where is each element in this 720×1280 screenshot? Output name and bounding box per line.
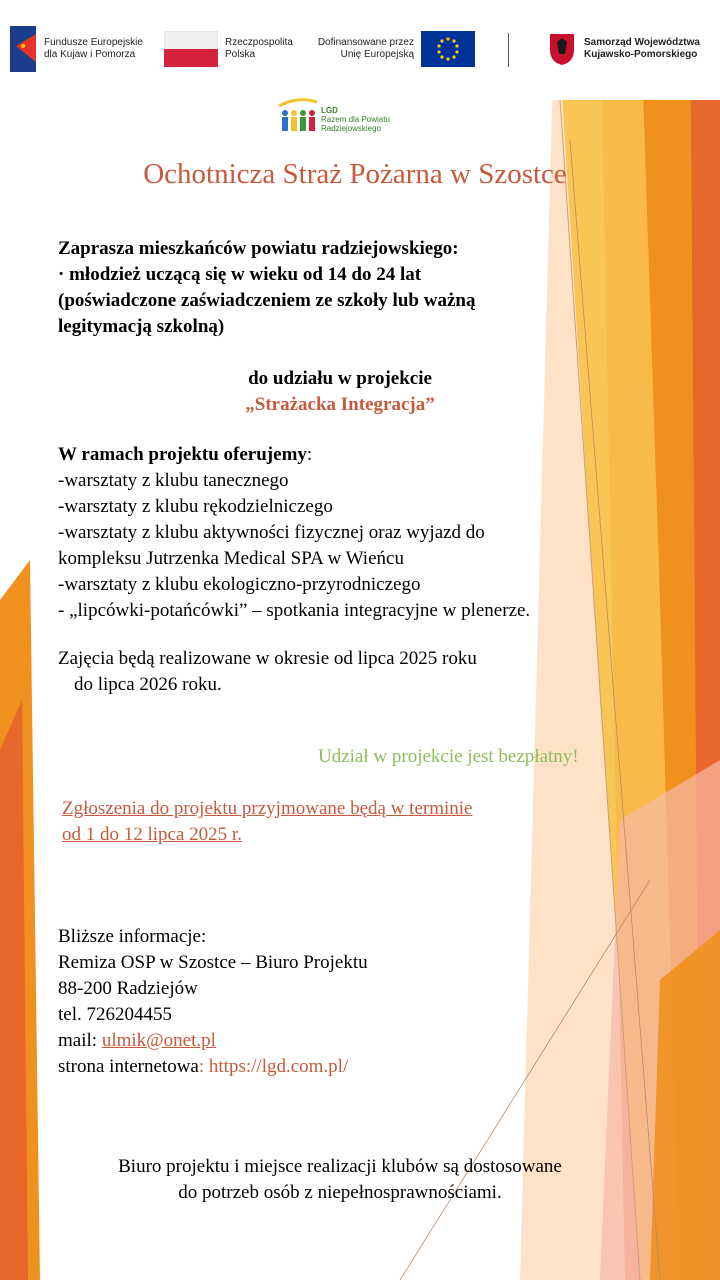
contact-place: Remiza OSP w Szostce – Biuro Projektu bbox=[58, 952, 368, 973]
contact-heading: Bliższe informacje: bbox=[58, 926, 207, 947]
invitation-line: Zaprasza mieszkańców powiatu radziejowskiego: bbox=[58, 238, 459, 259]
invitation-line: legitymacją szkolną) bbox=[58, 316, 225, 337]
project-name: „Strażacka Integracja” bbox=[245, 394, 435, 415]
offer-item: kompleksu Jutrzenka Medical SPA w Wieńcu bbox=[58, 548, 404, 569]
website-link[interactable]: : https://lgd.com.pl/ bbox=[198, 1056, 349, 1077]
offer-item: -warsztaty z klubu ekologiczno-przyrodniczego bbox=[58, 574, 421, 595]
website-label: strona internetowa bbox=[58, 1056, 199, 1077]
lgd-people-icon bbox=[277, 96, 319, 136]
contact-block bbox=[58, 924, 368, 1080]
logo-separator bbox=[508, 33, 509, 67]
poland-label: Rzeczpospolita Polska bbox=[225, 37, 293, 60]
offer-item: -warsztaty z klubu rękodzielniczego bbox=[58, 496, 333, 517]
offer-heading: W ramach projektu oferujemy bbox=[58, 444, 307, 465]
accessibility-line: Biuro projektu i miejsce realizacji klubów są dostosowane bbox=[118, 1156, 562, 1177]
offer-item: - „lipcówki-potańcówki” – spotkania integracyjne w plenerze. bbox=[58, 600, 531, 621]
invitation-block bbox=[58, 236, 475, 340]
mail-label: mail: bbox=[58, 1030, 102, 1051]
accessibility-line: do potrzeb osób z niepełnosprawnościami. bbox=[178, 1182, 502, 1203]
period-line: Zajęcia będą realizowane w okresie od lipca 2025 roku bbox=[58, 648, 477, 669]
project-intro: do udziału w projekcie bbox=[248, 368, 432, 389]
accessibility-notice bbox=[0, 1154, 680, 1206]
voivodeship-crest-icon bbox=[548, 32, 576, 66]
eu-funds-logo-icon bbox=[10, 26, 40, 72]
eu-funds-label: Fundusze Europejskie dla Kujaw i Pomorza bbox=[44, 37, 143, 60]
voivodeship-label: Samorząd Województwa Kujawsko-Pomorskiego bbox=[584, 37, 700, 60]
offer-block bbox=[58, 442, 530, 624]
eu-flag-icon bbox=[421, 31, 475, 67]
period-line: do lipca 2026 roku. bbox=[74, 674, 222, 695]
registration-block bbox=[62, 796, 472, 848]
offer-item: -warsztaty z klubu tanecznego bbox=[58, 470, 289, 491]
offer-heading-colon: : bbox=[306, 444, 313, 465]
registration-line: od 1 do 12 lipca 2025 r. bbox=[62, 824, 242, 845]
contact-postal: 88-200 Radziejów bbox=[58, 978, 198, 999]
period-block bbox=[58, 646, 477, 698]
invitation-line: (poświadczone zaświadczeniem ze szkoły lub ważną bbox=[58, 290, 476, 311]
registration-line: Zgłoszenia do projektu przyjmowane będą w terminie bbox=[62, 798, 473, 819]
lgd-logo bbox=[263, 84, 411, 150]
lgd-logo-text: LGD Razem dla Powiatu Radziejowskiego bbox=[321, 106, 390, 133]
eu-cofunded-label: Dofinansowane przez Unię Europejską bbox=[317, 37, 414, 60]
polish-flag-icon bbox=[164, 31, 218, 67]
project-block bbox=[0, 366, 680, 418]
free-notice: Udział w projekcie jest bezpłatny! bbox=[318, 746, 579, 767]
offer-item: -warsztaty z klubu aktywności fizycznej oraz wyjazd do bbox=[58, 522, 485, 543]
invitation-line: · młodzież uczącą się w wieku od 14 do 24 lat bbox=[58, 264, 422, 285]
mail-link[interactable]: ulmik@onet.pl bbox=[101, 1030, 216, 1051]
page-title: Ochotnicza Straż Pożarna w Szostce bbox=[143, 158, 567, 190]
contact-phone: tel. 726204455 bbox=[58, 1004, 172, 1025]
